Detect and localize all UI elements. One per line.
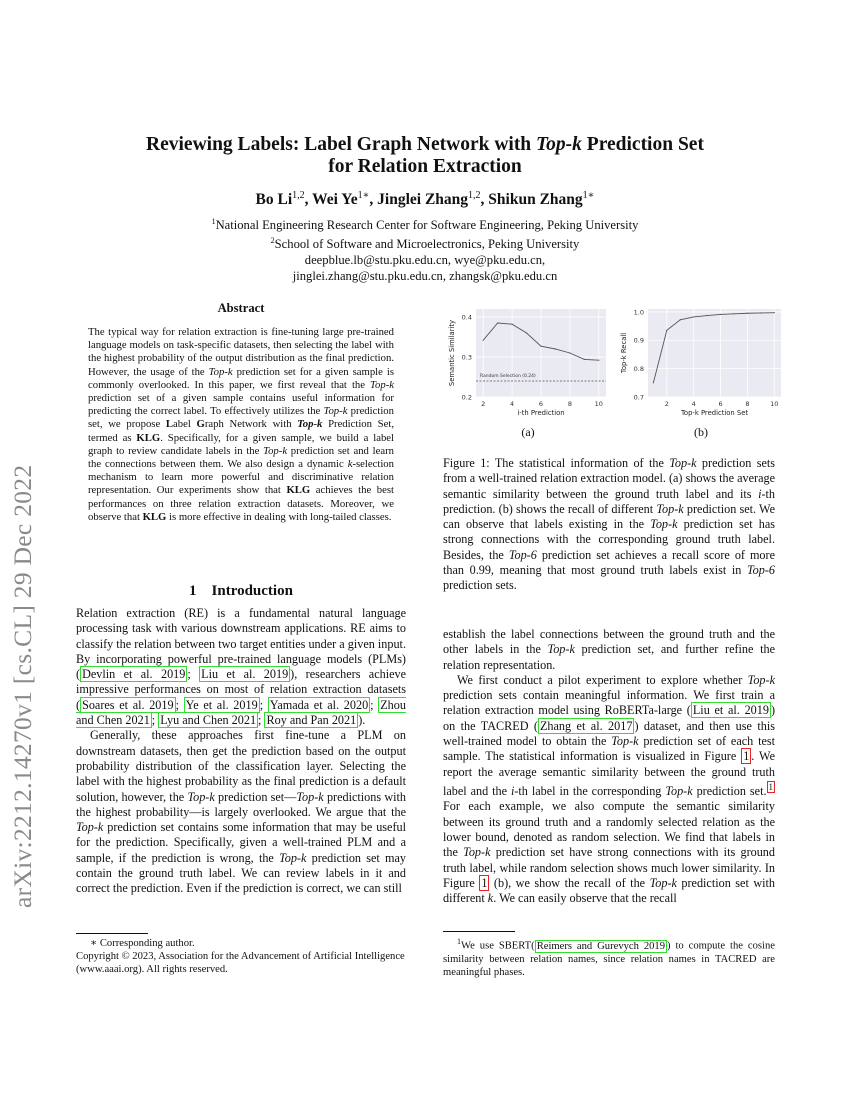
- data-point: [693, 316, 694, 317]
- data-point: [680, 319, 681, 320]
- footnote-1: $^1$We use SBERT( Reimers and Gurevych 2019 ) to compute the cosine similarity between relation names, since relation names in TACRED are meaningful phases.: [443, 937, 775, 978]
- data-point: [653, 382, 654, 383]
- chart-a-semantic-similarity: [448, 309, 606, 417]
- citation-link[interactable]: Soares et al. 2019: [82, 697, 174, 712]
- data-point: [666, 330, 667, 331]
- citation-link[interactable]: Roy and Pan 2021: [266, 713, 357, 728]
- x-tick-label: 10: [594, 400, 603, 408]
- x-tick-label: 8: [745, 400, 750, 408]
- affiliation-1: $^1$National Engineering Research Center for Software Engineering, Peking University: [211, 217, 639, 233]
- abstract-heading: Abstract: [217, 301, 265, 315]
- citation-link[interactable]: Ye et al. 2019: [185, 697, 258, 712]
- x-tick-label: 10: [770, 400, 779, 408]
- section-heading-introduction: 1 Introduction: [189, 583, 293, 599]
- right-paragraph-2: We first conduct a pilot experiment to explore whether Top-k prediction sets contain meaningful information. We first train a relation extraction model using RoBERTa-large ( Liu et al. 2019 ) on the TACRED ( Zhang et al. 2017 ) dataset, and then use this well-trained model to obtain the Top-k prediction set of each test sample. The statistical information is visualized in Figure 1 . We report the average semantic similarity between the ground truth label and the i-th label in the corresponding Top-k prediction set. $^1$ For each example, we also compute the semantic similarity between its ground truth and a randomly selected relation as the lower bound, denoted as random selection. We find that labels in the Top-k prediction set have strong connections with its ground truth label, while random selection shows much lower similarity. In Figure 1 (b), we show the recall of the Top-k prediction set with different k. We can easily observe that the recall: [443, 672, 776, 906]
- citation-link[interactable]: Reimers and Gurevych 2019: [536, 940, 666, 952]
- subfigure-label-a: (a): [521, 425, 535, 439]
- plot-background: [648, 309, 781, 397]
- x-tick-label: 4: [691, 400, 696, 408]
- figure-ref-link[interactable]: 1: [481, 875, 488, 890]
- data-point: [598, 360, 599, 361]
- intro-paragraph-2: Generally, these approaches first fine-tune a PLM on downstream datasets, then get the prediction based on the output probability distribution of the classification layer. Selecting the label with the highest probability as the final prediction is a default solution, however, the Top-k prediction set—Top-k predictions with the highest probability—is largely overlooked. We argue that the Top-k prediction set contains some information that may be useful for the prediction. Specifically, given a well-trained PLM and a sample, if the prediction is wrong, the Top-k prediction set may contain the ground truth label. We can review labels in it and correct the prediction. Even if the prediction is correct, we can still: [76, 728, 406, 896]
- data-point: [747, 313, 748, 314]
- data-point: [584, 359, 585, 360]
- y-tick-label: 0.3: [461, 353, 472, 362]
- affiliations: [100, 214, 750, 284]
- x-tick-label: 4: [510, 400, 515, 408]
- y-tick-label: 1.0: [633, 308, 644, 317]
- citation-link[interactable]: Yamada et al. 2020: [269, 697, 369, 712]
- data-point: [512, 324, 513, 325]
- footnote-rule-right: [443, 931, 515, 932]
- y-tick-label: 0.9: [633, 336, 644, 345]
- abstract-text: The typical way for relation extraction is fine-tuning large pre-trained language models on task-specific datasets, then selecting the label with the highest probability of the output distribution as the final prediction. However, the usage of the Top-k prediction set for a given sample is commonly overlooked. In this paper, we first reveal that the Top-k prediction set of a given sample contains useful information for predicting the correct label. To effectively utilizes the Top-k prediction set, we propose Label Graph Network with Top-k Prediction Set, termed as KLG. Specifically, for a given sample, we build a label graph to review candidate labels in the Top-k prediction set and learn the connections between them. We also design a dynamic k-selection mechanism to learn more powerful and discriminative relation representation. Our experiments show that KLG achieves the best performances on three relation extraction datasets. Moreover, we observe that KLG is more effective in dealing with long-tailed classes.: [88, 326, 395, 523]
- chart-b-topk-recall: [620, 308, 781, 417]
- data-point: [760, 312, 761, 313]
- figure-1-caption: Figure 1: The statistical information of the Top-k prediction sets from a well-trained relation extraction model. (a) shows the average semantic similarity between the ground truth label and its i-th prediction. (b) shows the recall of different Top-k prediction set. We can observe that labels existing in the Top-k prediction set has strong connections with the corresponding ground truth label. Besides, the Top-6 prediction set achieves a recall score of more than 0.99, meaning that most ground truth labels exist in Top-6 prediction sets.: [443, 456, 775, 593]
- data-point: [707, 315, 708, 316]
- title-line-1: Reviewing Labels: Label Graph Network with Top-k Prediction Set: [146, 134, 704, 155]
- x-tick-label: 8: [567, 400, 572, 408]
- data-point: [526, 332, 527, 333]
- affiliation-2: $^2$School of Software and Microelectronics, Peking University: [270, 236, 580, 252]
- footnote-rule-left: [76, 933, 148, 934]
- title-line-2: for Relation Extraction: [328, 156, 522, 177]
- x-axis-label: i-th Prediction: [517, 409, 565, 417]
- y-tick-label: 0.7: [633, 393, 644, 402]
- data-point: [720, 314, 721, 315]
- subfigure-label-b: (b): [694, 425, 708, 439]
- intro-left-column: [76, 606, 406, 897]
- y-tick-label: 0.4: [461, 313, 472, 322]
- email-line-2[interactable]: jinglei.zhang@stu.pku.edu.cn, zhangsk@pku.edu.cn: [292, 269, 558, 284]
- citation-link[interactable]: Liu et al. 2019: [201, 667, 289, 682]
- intro-right-column: [443, 627, 775, 906]
- footnote-corresponding: ∗ Corresponding author.: [90, 938, 195, 949]
- citation-link[interactable]: Zhang et al. 2017: [539, 718, 633, 733]
- citation-link[interactable]: Zhou and Chen 2021: [76, 697, 406, 728]
- author-list: Bo Li$^{1,2}$, Wei $Ye^{1∗}$, Jinglei Zhang$^{1,2}$, Shikun Zhang$^{1∗}$: [255, 190, 595, 209]
- x-axis-label: Top-k Prediction Set: [680, 409, 749, 417]
- intro-paragraph-1: Relation extraction (RE) is a fundamental natural language processing task with various downstream applications. RE aims to classify the relation between two target entities under a given input. By incorporating powerful pre-trained language models (PLMs) ( Devlin et al. 2019 ; Liu et al. 2019 ), researchers achieve impressive performances on most of relation extraction datasets ( Soares et al. 2019 ; Ye et al. 2019 ; Yamada et al. 2020 ; Zhou and Chen 2021 ; Lyu and Chen 2021 ; Roy and Pan 2021 ).: [76, 606, 407, 728]
- right-paragraph-1: establish the label connections between the ground truth and the other labels in the Top-k prediction set, and further refine the relation representation.: [443, 627, 775, 672]
- citation-link[interactable]: Devlin et al. 2019: [82, 667, 186, 682]
- y-tick-label: 0.2: [461, 393, 472, 402]
- data-point: [497, 322, 498, 323]
- email-line-1[interactable]: deepblue.lb@stu.pku.edu.cn, wye@pku.edu.cn,: [304, 253, 546, 268]
- baseline-label: Random Selection (0.24): [480, 374, 536, 379]
- data-point: [569, 352, 570, 353]
- x-tick-label: 6: [718, 400, 723, 408]
- figure-1-charts: [440, 302, 785, 422]
- data-point: [774, 312, 775, 313]
- y-axis-label: Semantic Similarity: [448, 319, 456, 387]
- y-tick-label: 0.8: [633, 365, 644, 374]
- footnotes-left: [76, 937, 406, 976]
- data-point: [483, 340, 484, 341]
- data-point: [555, 348, 556, 349]
- data-point: [733, 313, 734, 314]
- arxiv-stamp[interactable]: arXiv:2212.14270v1 [cs.CL] 29 Dec 2022: [8, 464, 37, 908]
- x-tick-label: 6: [538, 400, 544, 408]
- footnote-ref-link[interactable]: 1: [768, 781, 774, 792]
- figure-ref-link[interactable]: 1: [743, 749, 750, 764]
- copyright-notice: Copyright © 2023, Association for the Advancement of Artificial Intelligence (www.aaai.org). All rights reserved.: [76, 951, 405, 975]
- citation-link[interactable]: Lyu and Chen 2021: [160, 713, 257, 728]
- y-axis-label: Top-k Recall: [620, 332, 628, 374]
- x-tick-label: 2: [481, 400, 486, 408]
- citation-link[interactable]: Liu et al. 2019: [692, 703, 769, 718]
- x-tick-label: 2: [664, 400, 669, 408]
- paper-title: [100, 134, 750, 178]
- data-point: [540, 346, 541, 347]
